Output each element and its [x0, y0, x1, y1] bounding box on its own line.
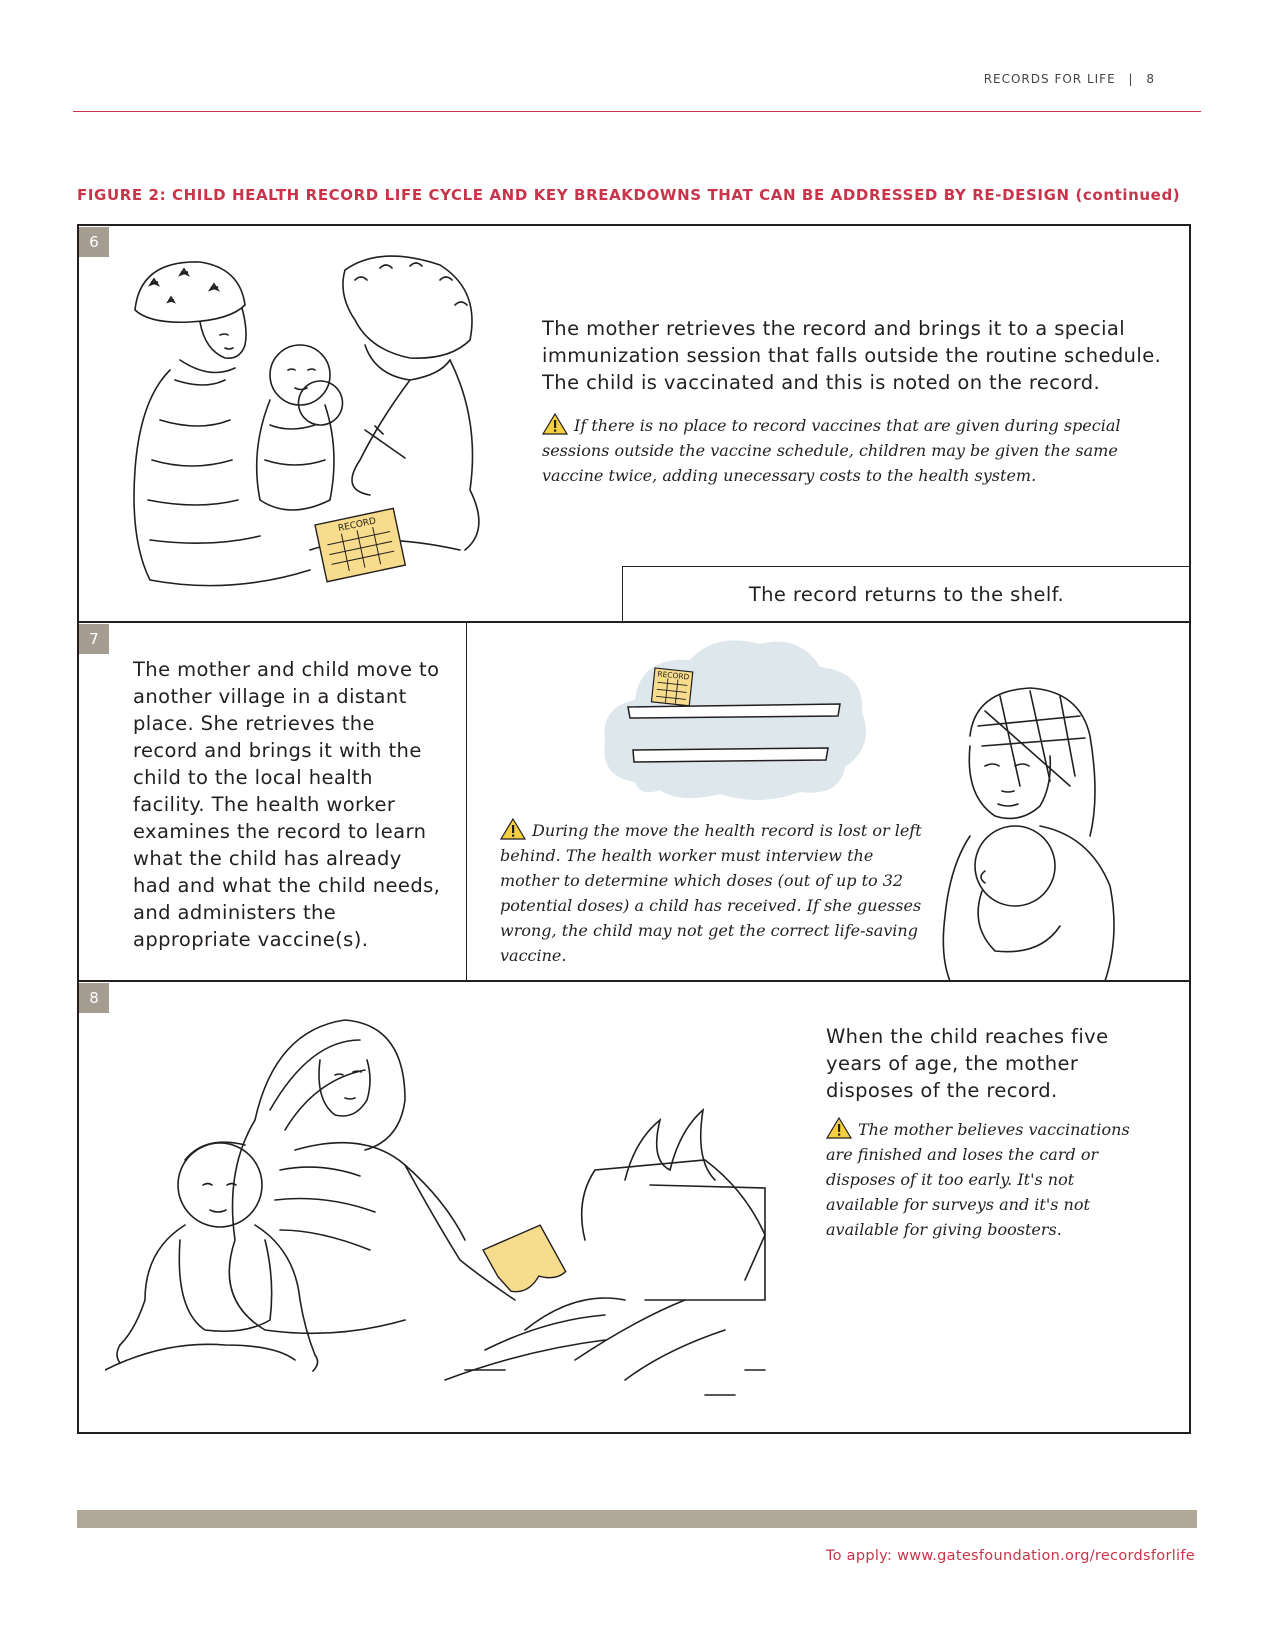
panel-6-warning	[542, 413, 1172, 488]
panel-7-warning	[500, 818, 930, 968]
illustration-shelf-cloud	[600, 632, 875, 807]
panel-number-8: 8	[79, 983, 109, 1013]
footer-apply-link[interactable]: To apply: www.gatesfoundation.org/recordsforlife	[825, 1548, 1195, 1564]
panel-6-text: The mother retrieves the record and brings it to a special immunization session that falls outside the routine schedule. The child is vaccinated and this is noted on the record.	[542, 317, 1162, 394]
page-number: 8	[1146, 72, 1155, 86]
warning-icon	[542, 413, 568, 435]
running-title: RECORDS FOR LIFE	[983, 72, 1116, 86]
warning-icon	[826, 1117, 852, 1139]
panel-8-warning	[826, 1117, 1141, 1242]
shelf-record-label: RECORD	[656, 669, 690, 682]
divider-7-vertical	[466, 622, 467, 980]
panel-number-7: 7	[79, 624, 109, 654]
header-rule	[73, 111, 1201, 112]
shelf-callout	[622, 566, 1190, 622]
warning-icon	[500, 818, 526, 840]
footer-bar	[77, 1510, 1197, 1528]
panel-6-warning-text: If there is no place to record vaccines that are given during special sessions outside the vaccine schedule, children may be given the same vaccine twice, adding unecessary costs to the health system.	[542, 416, 1121, 485]
running-header	[984, 72, 1155, 86]
panel-7-text: The mother and child move to another village in a distant place. She retrieves the record and brings it with the child to the local health facility. The health worker examines the record to learn what the child has already had and what the child needs, and administers the appropriate vaccine(s).	[133, 658, 441, 951]
illustration-mother-child	[940, 686, 1140, 981]
panel-number-6: 6	[79, 227, 109, 257]
panel-8-text: When the child reaches five years of age, the mother disposes of the record.	[826, 1025, 1109, 1102]
illustration-vaccination	[110, 250, 520, 610]
header-separator: |	[1128, 72, 1134, 86]
panel-7-warning-text: During the move the health record is lost or left behind. The health worker must interview the mother to determine which doses (out of up to 32 potential doses) a child has received. If she guesses wrong, the child may not get the correct life-saving vaccine.	[500, 821, 922, 965]
illustration-burning-record	[105, 1000, 815, 1410]
shelf-text: The record returns to the shelf.	[748, 583, 1065, 606]
panel-8-warning-text: The mother believes vaccinations are finished and loses the card or disposes of it too early. It's not available for surveys and it's not available for giving boosters.	[826, 1120, 1130, 1239]
figure-title: FIGURE 2: CHILD HEALTH RECORD LIFE CYCLE AND KEY BREAKDOWNS THAT CAN BE ADDRESSED BY RE-DESIGN (continued)	[77, 186, 1181, 204]
record-card-label: RECORD	[337, 516, 378, 535]
